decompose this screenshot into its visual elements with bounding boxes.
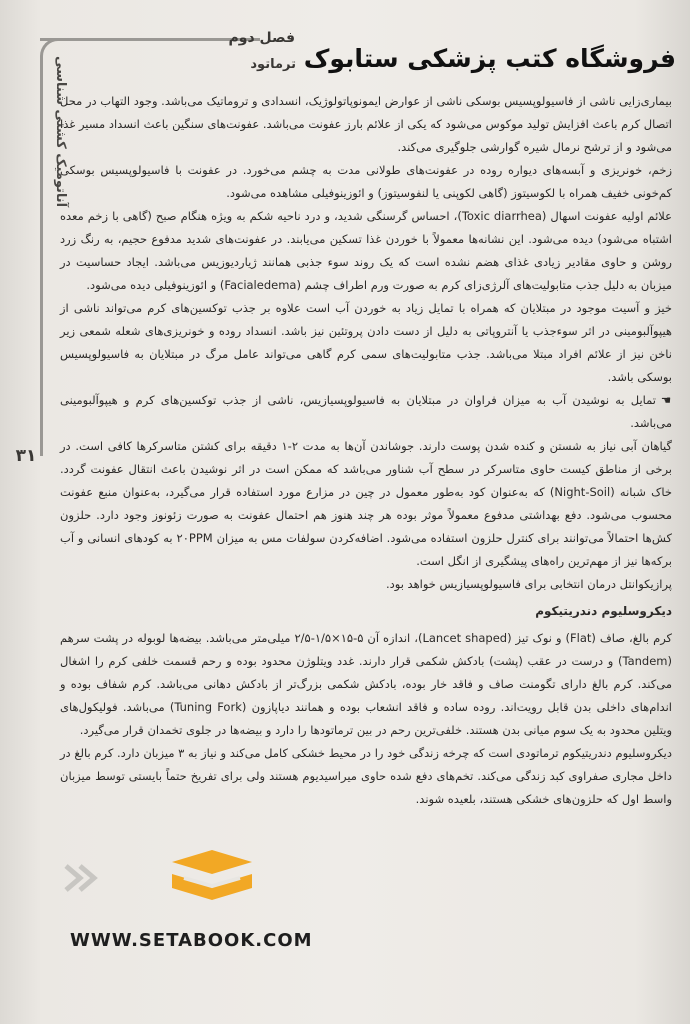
paragraph: دیکروسلیوم دندریتیکوم ترماتودی است که چرخه زندگی خود را در محیط خشکی کامل می‌کند و نیاز به ۳ میزبان دارد. کرم بالغ در داخل مجاری صفراوی کبد زندگی می‌کند. تخم‌های دفع شده حاوی میراسیدیوم هستند ولی برای تفریخ حتماً بایستی توسط میزبان واسط اول که حلزون‌های خشکی هستند، بلعیده شوند. <box>60 746 672 806</box>
bullet-item <box>60 389 672 435</box>
website-url: WWW.SETABOOK.COM <box>70 930 313 951</box>
setabook-logo <box>62 848 262 908</box>
sub-chapter-label: ترماتود <box>250 57 296 72</box>
paragraph: زخم، خونریزی و آبسه‌های دیواره روده در عفونت‌های طولانی مدت به چشم می‌خورد. در عفونت با فاسیولوپسیس بوسکی کم‌خونی خفیف همراه با لکوسیتوز (گاهی لکوپنی یا لنفوسیتوز) و ائوزینوفیلی مشاهده می‌شود. <box>60 163 672 200</box>
paragraph: خیز و آسیت موجود در مبتلایان که همراه با تمایل زیاد به خوردن آب است علاوه بر جذب توکسین‌های کرم می‌تواند ناشی از هیپوآلبومینی در اثر سوءجذب یا آنتروپاتی به دلیل از دست دادن پروتئین نیز باشد. انسداد روده و خونریزی‌های شعله شمعی زیر ناخن نیز از علائم افراد مبتلا می‌باشد. جذب متابولیت‌های سمی کرم گاهی می‌تواند عامل مرگ در مبتلایان به فاسیولوپسیس بوسکی باشد. <box>60 301 672 384</box>
page-content <box>60 90 672 811</box>
side-rule <box>40 56 43 456</box>
paragraph: گیاهان آبی نیاز به شستن و کنده شدن پوست دارند. جوشاندن آن‌ها به مدت ۲-۱ دقیقه برای کشتن متاسرکرها کافی است. در برخی از مناطق کیست حاوی متاسرکر در سطح آب شناور می‌باشد که ممکن است در اثر نوشیدن باعث انتقال عفونت گردد. خاک شبانه (Night-Soil) که به‌عنوان کود به‌طور معمول در چین در مزارع مورد استفاده قرار می‌گیرد، به‌عنوان منبع عفونت محسوب می‌شود. دفع بهداشتی مدفوع معمولاً موثر بوده هر چند هنوز هم احتمال عفونت به صورت زئونوز وجود دارد. حلزون کش‌ها احتمالاً می‌توانند برای کنترل حلزون استفاده می‌شود. اضافه‌کردن سولفات مس به میزان ۲۰PPM به کودهای انسانی و آب برکه‌ها نیز از مهم‌ترین راه‌های پیشگیری از انگل است. <box>60 439 672 568</box>
header-rule <box>40 38 260 41</box>
paragraph: بیماری‌زایی ناشی از فاسیولوپسیس بوسکی ناشی از عوارض ایمونوپاتولوژیک، انسدادی و تروماتیک می‌باشد. وجود التهاب در محل اتصال کرم باعث افزایش تولید موکوس می‌شود که یکی از علائم بارز عفونت می‌باشد. عفونت‌های سنگین باعث انسداد مسیر غذا می‌شود و از ترشح نرمال شیره گوارشی جلوگیری می‌کند. <box>60 94 672 154</box>
paragraph: علائم اولیه عفونت اسهال (Toxic diarrhea)، احساس گرسنگی شدید، و درد ناحیه شکم به ویژه هنگام صبح (گاهی با زخم معده اشتباه می‌شود) دیده می‌شود. این نشانه‌ها معمولاً با خوردن غذا تسکین می‌یابند. در عفونت‌های شدید مدفوع حجیم، به رنگ زرد روشن و حاوی مقادیر زیادی غذای هضم نشده است که یک روند سوء جذبی همانند ژیاردیوزیس می‌باشد. ایجاد حساسیت در میزبان به دلیل جذب متابولیت‌های آلرژی‌زای کرم به صورت ورم اطراف چشم (Facialedema) و ائوزینوفیلی دیده می‌شود. <box>60 209 672 292</box>
bullet-text: تمایل به نوشیدن آب به میزان فراوان در مبتلایان به فاسیولوپسیازیس، ناشی از جذب توکسین‌های کرم و هیپوآلبومینی می‌باشد. <box>60 393 672 430</box>
watermark-title: فروشگاه کتب پزشکی ستابوک <box>303 44 676 73</box>
side-title: آناتومیک کشتی شناسی <box>53 56 68 208</box>
page-number: ۳۱ <box>15 446 37 466</box>
hand-pointer-icon: ☚ <box>660 393 672 407</box>
section-heading: دیکروسلیوم دندریتیکوم <box>535 604 672 618</box>
paragraph: پرازیکوانتل درمان انتخابی برای فاسیولوپسیازیس خواهد بود. <box>385 577 672 591</box>
paragraph: کرم بالغ، صاف (Flat) و نوک تیز (Lancet shaped)، اندازه آن ۵-۱۵×۱/۵-۲/۵ میلی‌متر می‌باشد. بیضه‌ها لوبوله در پشت سرهم (Tandem) و درست در عقب (پشت) بادکش شکمی قرار دارند. غدد ویتلوژن محدود بوده و رحم قسمت خلفی کرم را اشغال می‌کند. کرم بالغ دارای تگومنت صاف و فاقد خار بوده، بادکش شکمی بزرگ‌تر از بادکش دهانی می‌باشد. کرم شفاف بوده و اندام‌های داخلی بدن قابل رویت‌اند. روده ساده و فاقد انشعاب بوده و همانند دیاپازون (Tuning Fork) می‌باشد. فولیکول‌های ویتلین محدود به یک سوم میانی بدن هستند. خلفی‌ترین رحم در بین ترماتودها را دارد و بیضه‌ها در جلوی تخمدان قرار می‌گیرد. <box>60 631 673 737</box>
chapter-label: فصل دوم <box>228 30 295 46</box>
